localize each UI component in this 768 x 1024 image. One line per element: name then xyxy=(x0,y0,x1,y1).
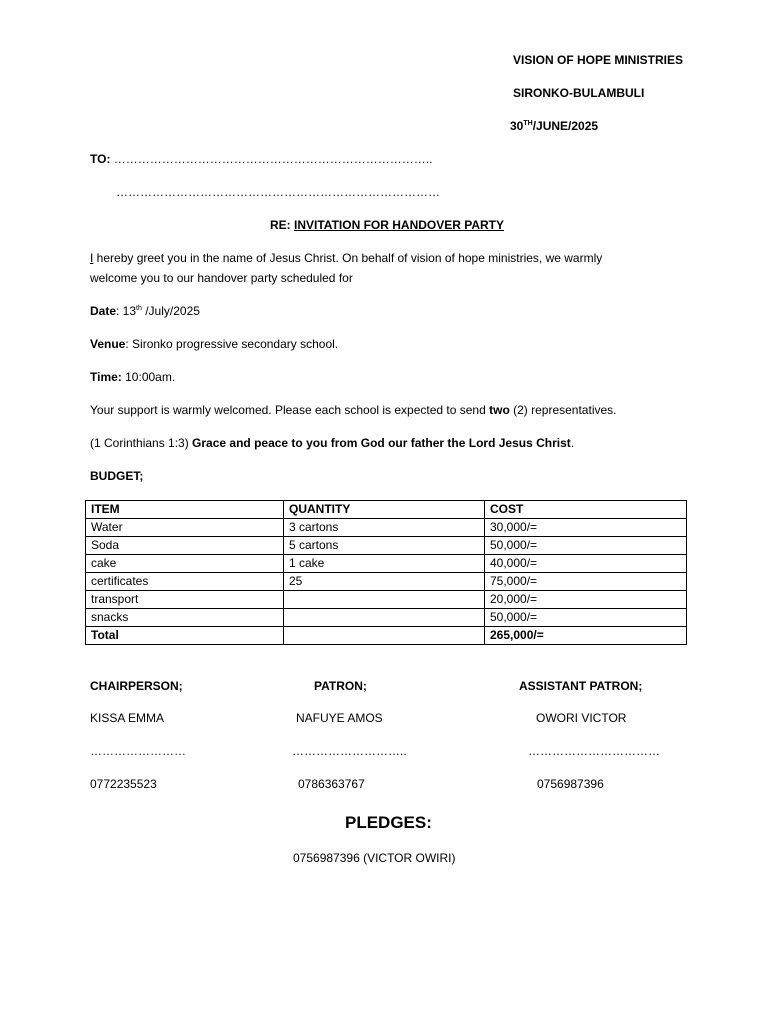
event-date-value-a: : 13 xyxy=(116,304,137,318)
budget-total-row xyxy=(86,627,687,645)
table-row xyxy=(86,609,687,627)
budget-quantity xyxy=(284,591,485,609)
subject-prefix: RE: xyxy=(270,218,291,232)
greeting-line-1-rest: hereby greet you in the name of Jesus Christ. On behalf of vision of hope ministries, we warmly xyxy=(93,251,603,265)
event-venue-label: Venue xyxy=(90,337,126,351)
table-row xyxy=(86,537,687,555)
event-time-value: 10:00am. xyxy=(121,370,176,384)
table-row xyxy=(86,519,687,537)
assistant-patron-signature-line: …………………………… xyxy=(528,744,660,758)
budget-cost: 75,000/= xyxy=(485,573,687,591)
organization-location: SIRONKO-BULAMBULI xyxy=(513,86,645,100)
budget-quantity: 25 xyxy=(284,573,485,591)
pledges-contact: 0756987396 (VICTOR OWIRI) xyxy=(293,851,456,865)
budget-header-row xyxy=(86,501,687,519)
assistant-patron-phone: 0756987396 xyxy=(537,777,604,791)
budget-cost: 20,000/= xyxy=(485,591,687,609)
budget-item: Water xyxy=(86,519,284,537)
table-row xyxy=(86,573,687,591)
organization-name: VISION OF HOPE MINISTRIES xyxy=(513,53,684,67)
support-text-b: (2) representatives. xyxy=(509,403,617,417)
budget-cost: 40,000/= xyxy=(485,555,687,573)
chairperson-phone: 0772235523 xyxy=(90,777,157,791)
pledges-title: PLEDGES: xyxy=(345,813,432,832)
recipient-line-1 xyxy=(90,152,432,167)
budget-table xyxy=(85,500,687,645)
greeting-first-letter: I xyxy=(90,251,94,265)
chairperson-role: CHAIRPERSON; xyxy=(90,679,183,693)
event-date-label: Date xyxy=(90,304,117,318)
budget-quantity xyxy=(284,609,485,627)
budget-total-quantity xyxy=(284,627,485,645)
budget-total-label: Total xyxy=(86,627,284,645)
budget-total-value: 265,000/= xyxy=(485,627,687,645)
budget-cost: 30,000/= xyxy=(485,519,687,537)
patron-name: NAFUYE AMOS xyxy=(296,711,383,725)
assistant-patron-name: OWORI VICTOR xyxy=(536,711,627,725)
budget-item: snacks xyxy=(86,609,284,627)
budget-header-quantity: QUANTITY xyxy=(284,501,485,519)
event-date-value-b: /July/2025 xyxy=(141,304,200,318)
budget-item: cake xyxy=(86,555,284,573)
event-venue xyxy=(90,337,338,352)
recipient-line-2: ……………………………………………………………………… xyxy=(116,185,440,199)
support-note xyxy=(90,403,617,418)
budget-cost: 50,000/= xyxy=(485,537,687,555)
letter-date xyxy=(510,119,598,134)
budget-item: Soda xyxy=(86,537,284,555)
chairperson-signature-line: …………………… xyxy=(90,744,186,758)
budget-header-item: ITEM xyxy=(86,501,284,519)
budget-item: certificates xyxy=(86,573,284,591)
table-row xyxy=(86,555,687,573)
support-count: two xyxy=(489,403,510,417)
event-time-label: Time: xyxy=(90,370,122,384)
budget-label: BUDGET; xyxy=(90,469,144,483)
letter-date-suffix: TH xyxy=(523,120,533,127)
letter-date-day: 30 xyxy=(510,119,524,133)
support-text-a: Your support is warmly welcomed. Please each school is expected to send xyxy=(90,403,490,417)
budget-quantity: 1 cake xyxy=(284,555,485,573)
subject-line xyxy=(270,218,504,233)
to-label: TO: xyxy=(90,152,111,166)
budget-quantity: 5 cartons xyxy=(284,537,485,555)
greeting-line-1 xyxy=(90,251,602,266)
subject-title: INVITATION FOR HANDOVER PARTY xyxy=(294,218,505,232)
chairperson-name: KISSA EMMA xyxy=(90,711,165,725)
assistant-patron-role: ASSISTANT PATRON; xyxy=(519,679,643,693)
to-dots-1: …………………………………………………………………….. xyxy=(113,152,433,166)
greeting-line-2: welcome you to our handover party scheduled for xyxy=(90,271,353,285)
verse-text: Grace and peace to you from God our father the Lord Jesus Christ xyxy=(192,436,571,450)
budget-cost: 50,000/= xyxy=(485,609,687,627)
patron-role: PATRON; xyxy=(314,679,367,693)
verse-end: . xyxy=(570,436,575,450)
letter-date-rest: /JUNE/2025 xyxy=(532,119,599,133)
table-row xyxy=(86,591,687,609)
budget-item: transport xyxy=(86,591,284,609)
patron-phone: 0786363767 xyxy=(298,777,365,791)
patron-signature-line: ……………………….. xyxy=(292,744,407,758)
event-date-suffix: th xyxy=(136,305,142,312)
event-date xyxy=(90,304,200,319)
budget-header-cost: COST xyxy=(485,501,687,519)
event-time xyxy=(90,370,175,385)
event-venue-value: : Sironko progressive secondary school. xyxy=(125,337,339,351)
scripture-verse xyxy=(90,436,574,451)
verse-reference: (1 Corinthians 1:3) xyxy=(90,436,193,450)
budget-quantity: 3 cartons xyxy=(284,519,485,537)
